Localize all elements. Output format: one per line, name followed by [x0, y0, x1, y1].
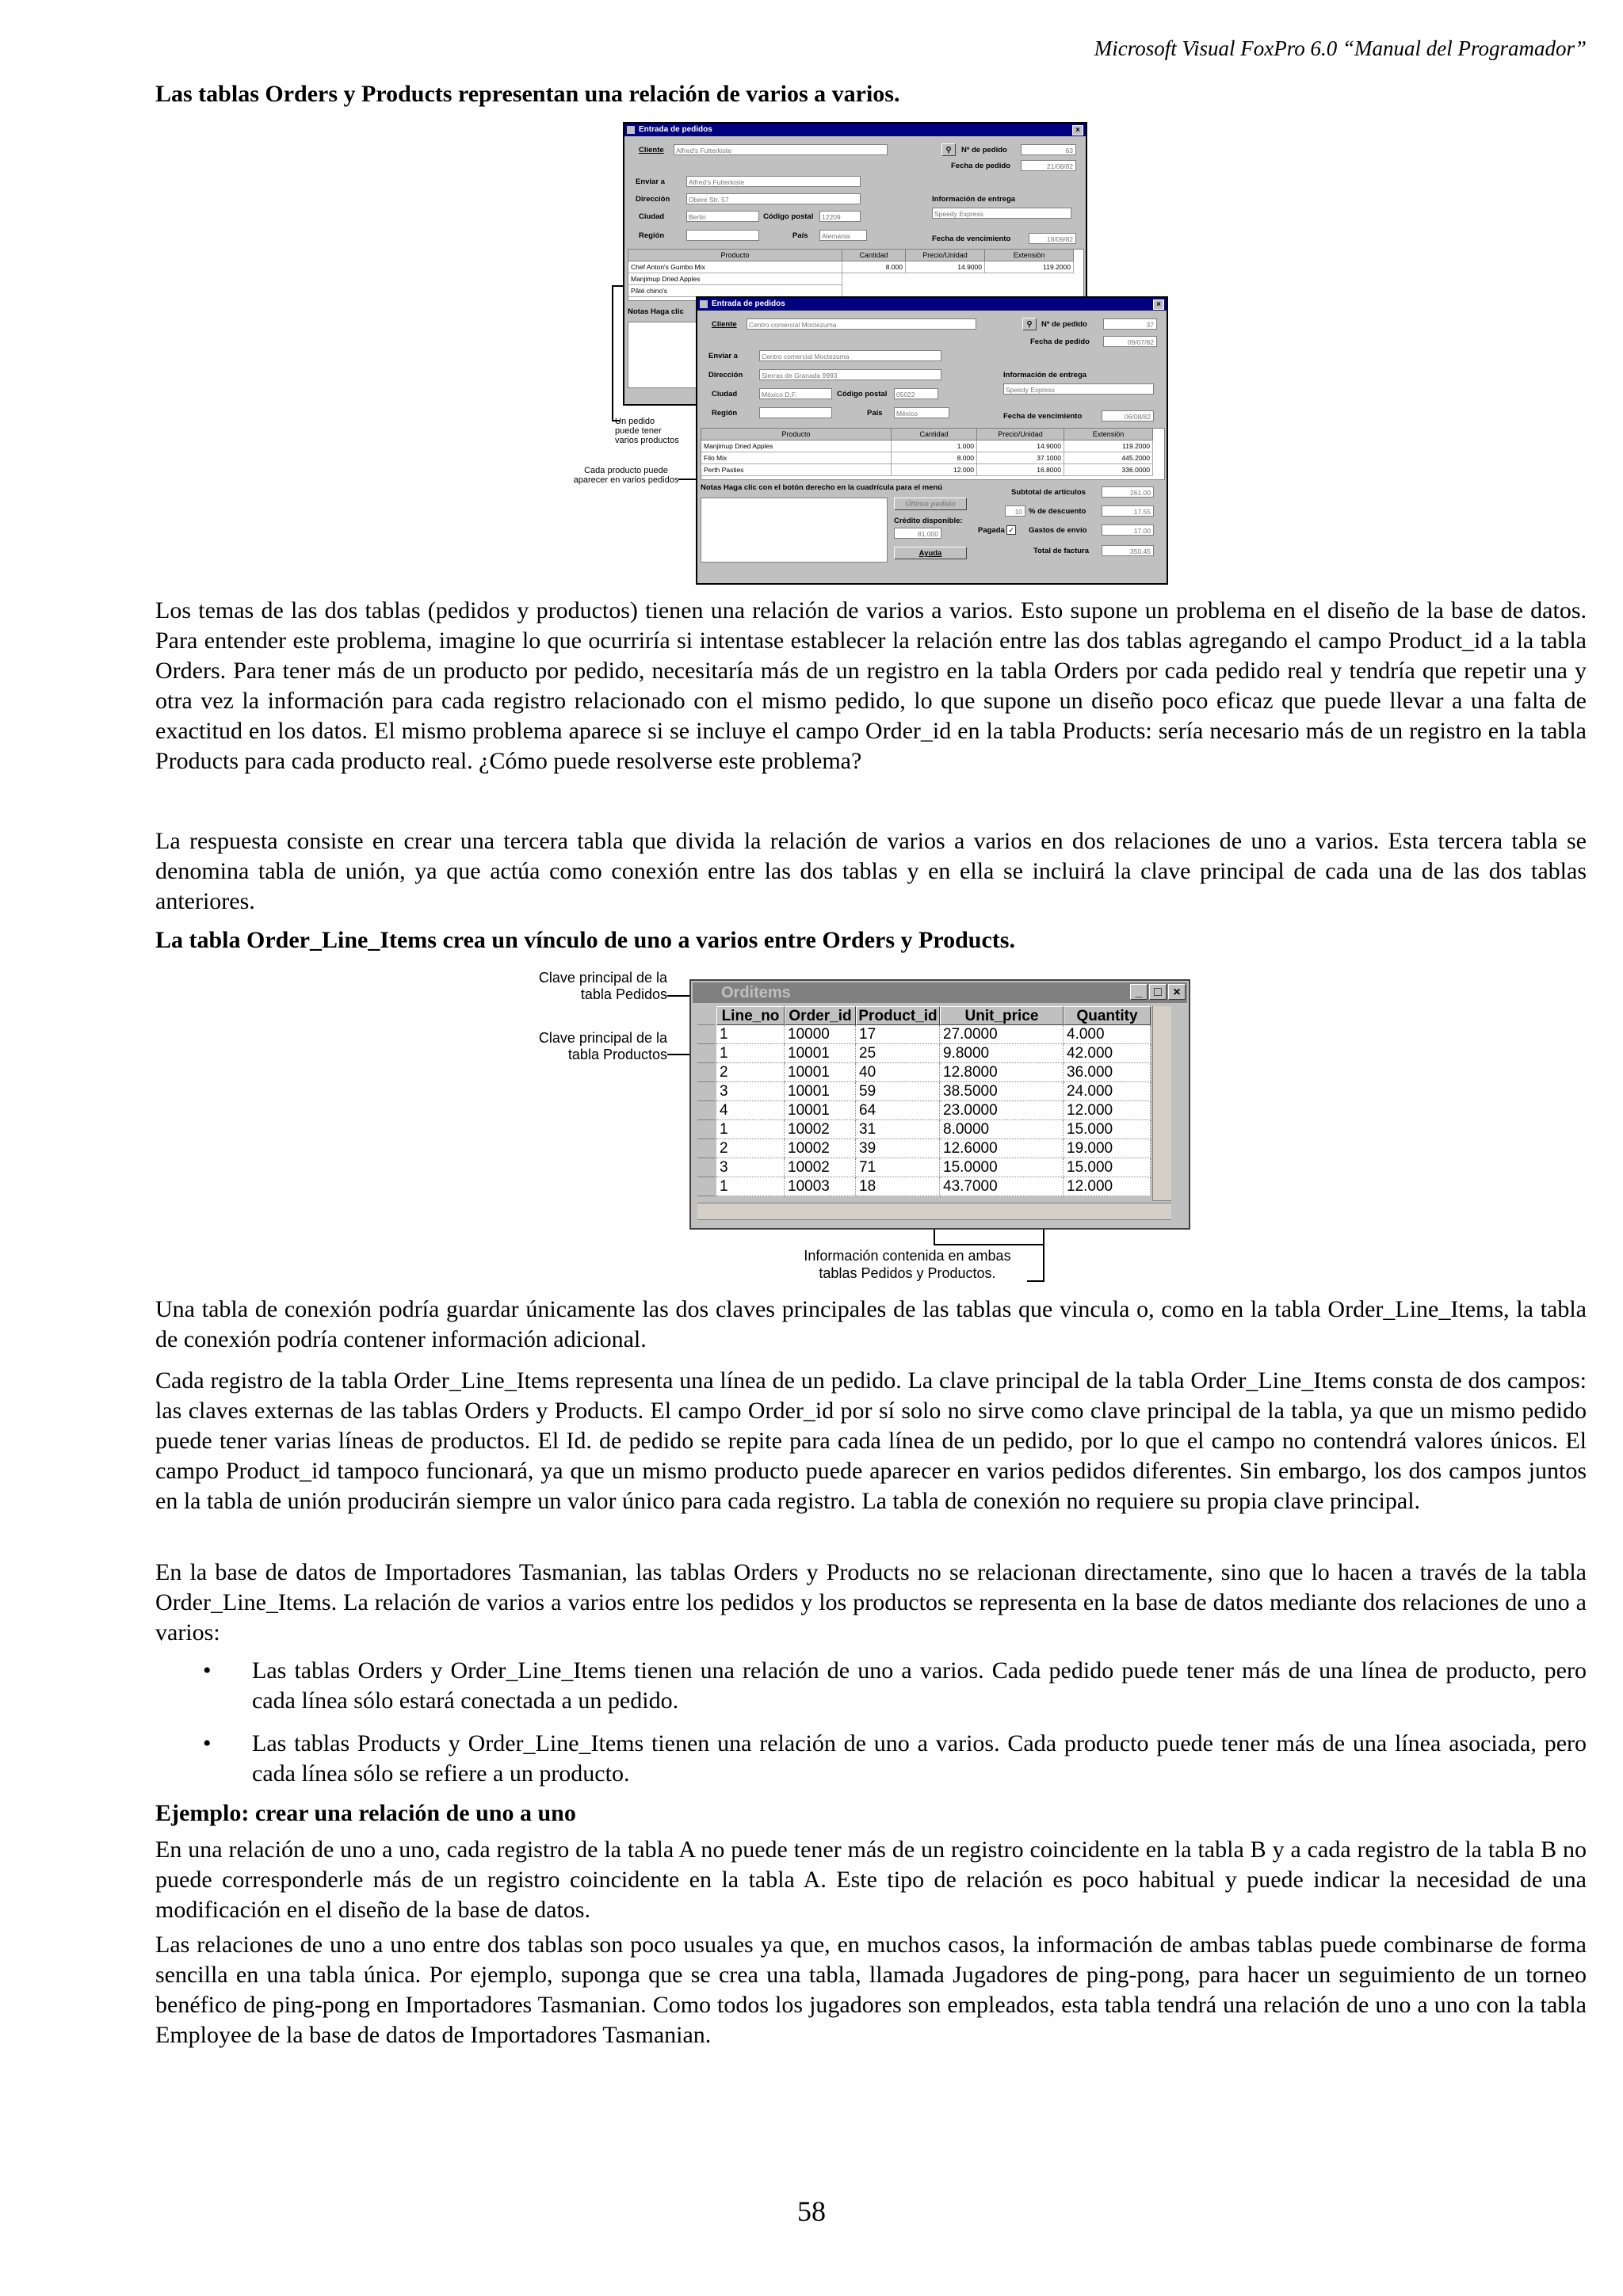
- grid-cell[interactable]: Manjimup Dried Apples: [628, 273, 842, 285]
- grid-cell[interactable]: 8.000: [842, 261, 906, 273]
- orditems-titlebar: Orditems: [693, 982, 1187, 1003]
- heading-order-line-items: La tabla Order_Line_Items crea un vínculo de uno a varios entre Orders y Products.: [155, 927, 1015, 953]
- annotation-pk-productos: Clave principal de la tabla Productos: [538, 1030, 667, 1062]
- col-precio: Precio/Unidad: [977, 429, 1064, 441]
- cp-label: Código postal: [763, 212, 814, 221]
- col-extension: Extensión: [1064, 429, 1153, 441]
- grid-cell[interactable]: Chef Anton's Gumbo Mix: [628, 261, 842, 273]
- paragraph: Las relaciones de uno a uno entre dos tablas son poco usuales ya que, en muchos casos, la información de ambas tablas puede combinarse de forma sencilla en una tabla única. Por ejemplo, suponga que se crea una tabla, llamada Jugadores de ping-pong, para hacer un seguimiento de un torneo benéfico de ping-pong en Importadores Tasmanian. Como todos los jugadores son empleados, esta tabla tendrá una relación de uno a uno con la tabla Employee de la base de datos de Importadores Tasmanian.: [155, 1932, 1587, 2048]
- table-cell[interactable]: 1: [716, 1177, 785, 1196]
- close-icon[interactable]: ×: [1168, 984, 1186, 1000]
- enviar-label: Enviar a: [636, 177, 665, 186]
- vencimiento-label: Fecha de vencimiento: [932, 235, 1011, 243]
- table-cell[interactable]: 2: [716, 1139, 785, 1158]
- cp-field[interactable]: 12209: [819, 211, 861, 222]
- ayuda-button[interactable]: Ayuda: [894, 547, 967, 559]
- ciudad-field[interactable]: México D.F.: [759, 388, 832, 399]
- notas-label: Notas Haga clic: [628, 307, 684, 316]
- subtotal-field: 261.00: [1102, 486, 1154, 498]
- table-cell[interactable]: 10002: [785, 1120, 856, 1139]
- page-number: 58: [797, 2195, 826, 2227]
- table-cell[interactable]: 10001: [785, 1044, 856, 1063]
- table-cell[interactable]: 36.000: [1064, 1063, 1151, 1082]
- grid-cell[interactable]: Filo Mix: [701, 452, 892, 464]
- maximize-icon[interactable]: □: [1149, 984, 1167, 1000]
- fecha-pedido-field[interactable]: 09/07/82: [1103, 336, 1157, 347]
- table-cell[interactable]: 15.000: [1064, 1120, 1151, 1139]
- table-cell[interactable]: 10000: [785, 1025, 856, 1044]
- table-cell[interactable]: 12.8000: [940, 1063, 1064, 1082]
- col-producto: Producto: [628, 250, 842, 261]
- table-cell[interactable]: 71: [856, 1158, 940, 1177]
- heading-uno-a-uno: Ejemplo: crear una relación de uno a uno: [155, 1800, 576, 1826]
- annotation-cada-producto: Cada producto puede aparecer en varios pedidos: [573, 466, 679, 485]
- descuento-label: % de descuento: [1029, 507, 1086, 516]
- paragraph: Cada registro de la tabla Order_Line_Items representa una línea de un pedido. La clave principal de la tabla Order_Line_Items consta de dos campos: las claves externas de las tablas Orders y Products. El campo Order_id por sí solo no sirve como clave principal de la tabla, ya que un mismo pedido puede tener varias líneas de productos. El Id. de pedido se repite para cada línea de un pedido, por lo que el campo no contendrá valores únicos. El campo Product_id tampoco funcionará, ya que un mismo producto puede aparecer en varios pedidos diferentes. Sin embargo, los dos campos juntos en la tabla de unión producirán siempre un valor único para cada registro. La tabla de conexión no requiere su propia clave principal.: [155, 1367, 1587, 1514]
- fecha-pedido-label: Fecha de pedido: [1030, 338, 1090, 346]
- search-button[interactable]: ⚲: [1022, 318, 1037, 330]
- pais-field[interactable]: México: [894, 407, 949, 418]
- col-cantidad: Cantidad: [842, 250, 906, 261]
- col-line-no[interactable]: Line_no: [716, 1006, 785, 1025]
- table-cell[interactable]: 1: [716, 1044, 785, 1063]
- table-cell[interactable]: 25: [856, 1044, 940, 1063]
- table-cell[interactable]: 1: [716, 1120, 785, 1139]
- direccion-label: Dirección: [636, 195, 670, 204]
- col-quantity[interactable]: Quantity: [1064, 1006, 1151, 1025]
- table-cell[interactable]: 15.000: [1064, 1158, 1151, 1177]
- direccion-field[interactable]: Sierras de Granada 9993: [759, 369, 941, 380]
- col-extension: Extensión: [985, 250, 1074, 261]
- table-cell[interactable]: 4.000: [1064, 1025, 1151, 1044]
- descuento-field: 17.55: [1102, 505, 1154, 517]
- table-cell[interactable]: 2: [716, 1063, 785, 1082]
- table-cell[interactable]: 27.0000: [940, 1025, 1064, 1044]
- table-cell[interactable]: 10002: [785, 1158, 856, 1177]
- credito-field: 81.000: [894, 528, 941, 539]
- grid-cell[interactable]: 119.2000: [985, 261, 1074, 273]
- total-field: 350.45: [1102, 545, 1154, 556]
- descuento-pct-field[interactable]: 10: [1005, 505, 1025, 517]
- vencimiento-field[interactable]: 06/08/82: [1102, 410, 1154, 421]
- cliente-label: Cliente: [712, 320, 737, 329]
- table-cell[interactable]: 10003: [785, 1177, 856, 1196]
- window-title: Entrada de pedidos: [639, 125, 712, 134]
- paragraph: En la base de datos de Importadores Tasmanian, las tablas Orders y Products no se relacionan directamente, sino que lo hacen a través de la tabla Order_Line_Items. La relación de varios a varios entre los pedidos y los productos se representa en la base de datos mediante dos relaciones de uno a varios:: [155, 1559, 1587, 1646]
- col-cantidad: Cantidad: [892, 429, 977, 441]
- info-entrega-label: Información de entrega: [1003, 371, 1087, 379]
- gastos-field[interactable]: 17.00: [1102, 524, 1154, 536]
- bullet-text: Las tablas Orders y Order_Line_Items tienen una relación de uno a varios. Cada pedido puede tener más de una línea de producto, pero cada línea sólo estará conectada a un pedido.: [252, 1657, 1587, 1714]
- table-cell[interactable]: 39: [856, 1139, 940, 1158]
- envio-combo[interactable]: Speedy Express: [932, 208, 1071, 219]
- annotation-un-pedido: Un pedido puede tener varios productos: [615, 417, 679, 445]
- notas-label: Notas Haga clic con el botón derecho en la cuadrícula para el menú: [701, 483, 943, 492]
- heading-many-to-many: Las tablas Orders y Products representan una relación de varios a varios.: [155, 81, 900, 107]
- vencimiento-label: Fecha de vencimiento: [1003, 412, 1083, 421]
- ciudad-label: Ciudad: [712, 390, 738, 399]
- num-pedido-label: Nº de pedido: [961, 146, 1007, 154]
- col-precio: Precio/Unidad: [906, 250, 985, 261]
- bullet-text: Las tablas Products y Order_Line_Items tienen una relación de uno a varios. Cada producto puede tener más de una línea asociada, pero cada línea sólo se refiere a un producto.: [252, 1730, 1587, 1787]
- grid-cell[interactable]: 37.1000: [977, 452, 1064, 464]
- grid-cell[interactable]: 445.2000: [1064, 452, 1153, 464]
- grid-cell[interactable]: 14.9000: [906, 261, 985, 273]
- cliente-combo[interactable]: Alfred's Futterkiste: [674, 144, 888, 155]
- bullet-item: [155, 1729, 1587, 1789]
- table-cell[interactable]: 3: [716, 1082, 785, 1101]
- grid-cell[interactable]: 1.000: [892, 441, 977, 452]
- table-cell[interactable]: 10001: [785, 1063, 856, 1082]
- table-cell[interactable]: 19.000: [1064, 1139, 1151, 1158]
- total-label: Total de factura: [1033, 547, 1090, 555]
- table-cell[interactable]: 38.5000: [940, 1082, 1064, 1101]
- bullet-glyph: •: [203, 1657, 212, 1684]
- table-cell[interactable]: 12.000: [1064, 1177, 1151, 1196]
- cliente-combo[interactable]: Centro comercial Moctezuma: [747, 318, 976, 330]
- pais-label: País: [792, 231, 808, 240]
- direccion-field[interactable]: Obere Str. 57: [686, 193, 861, 204]
- cp-field[interactable]: 05022: [894, 388, 938, 399]
- table-cell[interactable]: 43.7000: [940, 1177, 1064, 1196]
- fecha-pedido-field[interactable]: 21/08/82: [1021, 160, 1076, 171]
- col-product-id[interactable]: Product_id: [856, 1006, 940, 1025]
- subtotal-label: Subtotal de artículos: [1011, 488, 1086, 497]
- ultimo-pedido-button[interactable]: Último pedido: [894, 498, 967, 510]
- enviar-field[interactable]: Centro comercial Moctezuma: [759, 350, 941, 361]
- bullet-glyph: •: [203, 1730, 212, 1756]
- table-cell[interactable]: 3: [716, 1158, 785, 1177]
- grid-cell[interactable]: 16.8000: [977, 464, 1064, 476]
- grid-cell[interactable]: Manjimup Dried Apples: [701, 441, 892, 452]
- pagada-checkbox[interactable]: ✓: [1006, 525, 1016, 535]
- table-cell[interactable]: 10001: [785, 1101, 856, 1120]
- annotation-info-ambas: Información contenida en ambas tablas Pedidos y Productos.: [804, 1248, 1011, 1281]
- table-cell[interactable]: 8.0000: [940, 1120, 1064, 1139]
- table-cell[interactable]: 17: [856, 1025, 940, 1044]
- grid-cell[interactable]: 12.000: [892, 464, 977, 476]
- cliente-label: Cliente: [639, 146, 664, 154]
- table-cell[interactable]: 42.000: [1064, 1044, 1151, 1063]
- search-button[interactable]: ⚲: [941, 143, 956, 156]
- close-icon[interactable]: ×: [1072, 125, 1083, 135]
- page-body-3: [155, 0, 1587, 2296]
- grid-cell[interactable]: 119.2000: [1064, 441, 1153, 452]
- paragraph: Los temas de las dos tablas (pedidos y productos) tienen una relación de varios a varios. Esto supone un problema en el diseño de la base de datos. Para entender este problema, imagine lo que ocurriría si intentase establecer la relación entre las dos tablas agregando el campo Product_id a la tabla Orders. Para tener más de un producto por pedido, necesitaría más de un registro en la tabla Orders por cada pedido real y tendría que repetir una y otra vez la información para cada registro relacionado con el mismo pedido, lo que supone un diseño poco eficaz que puede llevar a una falta de exactitud en los datos. El mismo problema aparece si se incluye el campo Order_id en la tabla Products: sería necesario más de un registro en la tabla Products para cada producto real. ¿Cómo puede resolverse este problema?: [155, 597, 1587, 774]
- credito-label: Crédito disponible:: [894, 517, 963, 525]
- table-cell[interactable]: 59: [856, 1082, 940, 1101]
- annotation-pk-pedidos: Clave principal de la tabla Pedidos: [538, 970, 667, 1002]
- enviar-label: Enviar a: [708, 352, 738, 360]
- running-header: Microsoft Visual FoxPro 6.0 “Manual del Programador”: [1094, 36, 1587, 60]
- table-cell[interactable]: 15.0000: [940, 1158, 1064, 1177]
- vencimiento-field[interactable]: 18/09/82: [1029, 233, 1076, 244]
- num-pedido-field[interactable]: 37: [1103, 318, 1157, 330]
- table-cell[interactable]: 12.6000: [940, 1139, 1064, 1158]
- ciudad-field[interactable]: Berlin: [686, 211, 759, 222]
- paragraph: La respuesta consiste en crear una tercera tabla que divida la relación de varios a varios en dos relaciones de uno a varios. Esta tercera tabla se denomina tabla de unión, ya que actúa como conexión entre las dos tablas y en ella se incluirá la clave principal de cada una de las dos tablas anteriores.: [155, 828, 1587, 914]
- window-title: Entrada de pedidos: [712, 299, 785, 308]
- table-cell[interactable]: 24.000: [1064, 1082, 1151, 1101]
- table-cell[interactable]: 10002: [785, 1139, 856, 1158]
- table-cell[interactable]: 23.0000: [940, 1101, 1064, 1120]
- region-label: Región: [712, 409, 738, 418]
- table-cell[interactable]: 18: [856, 1177, 940, 1196]
- fecha-pedido-label: Fecha de pedido: [951, 162, 1010, 170]
- paragraph: Una tabla de conexión podría guardar únicamente las dos claves principales de las tablas que vincula o, como en la tabla Order_Line_Items, la tabla de conexión podría contener información adicional.: [155, 1296, 1587, 1352]
- pagada-label: Pagada: [978, 526, 1005, 535]
- table-cell[interactable]: 9.8000: [940, 1044, 1064, 1063]
- close-icon[interactable]: ×: [1153, 299, 1164, 310]
- table-cell[interactable]: 4: [716, 1101, 785, 1120]
- envio-combo[interactable]: Speedy Express: [1003, 383, 1154, 395]
- table-cell[interactable]: 40: [856, 1063, 940, 1082]
- pais-field[interactable]: Alemania: [819, 230, 867, 241]
- table-cell[interactable]: 31: [856, 1120, 940, 1139]
- bullet-item: [155, 1656, 1587, 1716]
- grid-cell[interactable]: 14.9000: [977, 441, 1064, 452]
- col-order-id[interactable]: Order_id: [785, 1006, 856, 1025]
- num-pedido-field[interactable]: 63: [1021, 144, 1076, 155]
- num-pedido-label: Nº de pedido: [1041, 320, 1087, 329]
- info-entrega-label: Información de entrega: [932, 195, 1016, 204]
- table-cell[interactable]: 12.000: [1064, 1101, 1151, 1120]
- grid-cell[interactable]: 336.0000: [1064, 464, 1153, 476]
- enviar-field[interactable]: Alfred's Futterkiste: [686, 176, 861, 187]
- minimize-icon[interactable]: _: [1130, 984, 1148, 1000]
- table-cell[interactable]: 10001: [785, 1082, 856, 1101]
- cp-label: Código postal: [837, 390, 888, 399]
- region-label: Región: [639, 231, 665, 240]
- paragraph: En una relación de uno a uno, cada registro de la tabla A no puede tener más de un registro coincidente en la tabla B y a cada registro de la tabla B no puede corresponderle más de un registro coincidente en la tabla A. Este tipo de relación es poco habitual y puede indicar la necesidad de una modificación en el diseño de la base de datos.: [155, 1836, 1587, 1923]
- grid-cell[interactable]: 8.000: [892, 452, 977, 464]
- gastos-label: Gastos de envío: [1029, 526, 1087, 535]
- pais-label: País: [867, 409, 883, 418]
- grid-cell[interactable]: Pâté chino's: [628, 285, 842, 297]
- ciudad-label: Ciudad: [639, 212, 665, 221]
- col-unit-price[interactable]: Unit_price: [940, 1006, 1064, 1025]
- table-cell[interactable]: 64: [856, 1101, 940, 1120]
- direccion-label: Dirección: [708, 371, 743, 379]
- table-cell[interactable]: 1: [716, 1025, 785, 1044]
- grid-cell[interactable]: Perth Pasties: [701, 464, 892, 476]
- col-producto: Producto: [701, 429, 892, 441]
